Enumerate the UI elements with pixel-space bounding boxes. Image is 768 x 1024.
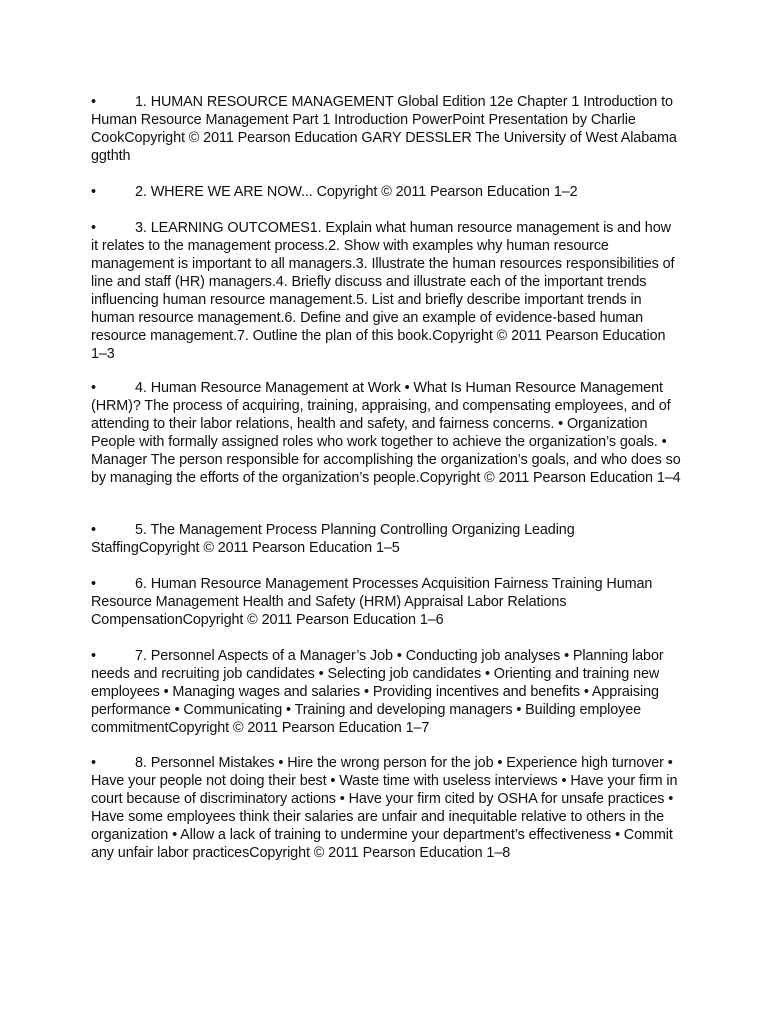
slide-item-1 xyxy=(91,93,681,165)
slide-item-8-text: 8. Personnel Mistakes • Hire the wrong person for the job • Experience high turnover • Have your people not doing their best • Waste time with useless interviews • Have your firm in court because of discriminatory actions • Have your firm cited by OSHA for unsafe practices • Have some employees think their salaries are unfair and inequitable relative to others in the organization • Allow a lack of training to undermine your department’s effectiveness • Commit any unfair labor practicesCopyright © 2011 Pearson Education 1–8 xyxy=(91,755,678,861)
slide-item-5-text: 5. The Management Process Planning Controlling Organizing Leading StaffingCopyright © 2011 Pearson Education 1–5 xyxy=(91,522,575,556)
bullet: • xyxy=(91,184,96,200)
slide-item-5 xyxy=(91,521,681,557)
bullet: • xyxy=(91,755,96,771)
slide-item-6-text: 6. Human Resource Management Processes Acquisition Fairness Training Human Resource Management Health and Safety (HRM) Appraisal Labor Relations CompensationCopyright © 2011 Pearson Education 1–6 xyxy=(91,576,653,628)
slide-item-3-text: 3. LEARNING OUTCOMES1. Explain what human resource management is and how it relates to the management process.2. Show with examples why human resource management is important to all managers.3. Illustrate the human resources responsibilities of line and staff (HR) managers.4. Briefly discuss and illustrate each of the important trends influencing human resource management.5. List and briefly describe important trends in human resource management.6. Define and give an example of evidence-based human resource management.7. Outline the plan of this book.Copyright © 2011 Pearson Education 1–3 xyxy=(91,220,675,362)
slide-item-1-text: 1. HUMAN RESOURCE MANAGEMENT Global Edition 12e Chapter 1 Introduction to Human Resource Management Part 1 Introduction PowerPoint Presentation by Charlie CookCopyright © 2011 Pearson Education GARY DESSLER The University of West Alabama xyxy=(91,94,677,146)
slide-item-2 xyxy=(91,183,681,201)
bullet: • xyxy=(91,94,96,110)
bullet: • xyxy=(91,576,96,592)
bullet: • xyxy=(91,648,96,664)
bullet: • xyxy=(91,522,96,538)
slide-item-4-text: 4. Human Resource Management at Work • What Is Human Resource Management (HRM)? The process of acquiring, training, appraising, and compensating employees, and of attending to their labor relations, health and safety, and fairness concerns. • Organization People with formally assigned roles who work together to achieve the organization’s goals. • Manager The person responsible for accomplishing the organization’s goals, and who does so by managing the efforts of the organization’s people.Copyright © 2011 Pearson Education 1–4 xyxy=(91,380,681,486)
slide-item-8 xyxy=(91,754,681,862)
slide-item-7-text: 7. Personnel Aspects of a Manager’s Job • Conducting job analyses • Planning labor needs and recruiting job candidates • Selecting job candidates • Orienting and training new employees • Managing wages and salaries • Providing incentives and benefits • Appraising performance • Communicating • Training and developing managers • Building employee commitmentCopyright © 2011 Pearson Education 1–7 xyxy=(91,648,664,736)
slide-item-7 xyxy=(91,647,681,737)
slide-item-3 xyxy=(91,219,681,363)
bullet: • xyxy=(91,380,96,396)
slide-item-6 xyxy=(91,575,681,629)
bullet: • xyxy=(91,220,96,236)
slide-item-4 xyxy=(91,379,681,487)
slide-item-2-text: 2. WHERE WE ARE NOW... Copyright © 2011 Pearson Education 1–2 xyxy=(135,184,578,200)
slide-item-1-extra: ggthth xyxy=(91,148,131,164)
